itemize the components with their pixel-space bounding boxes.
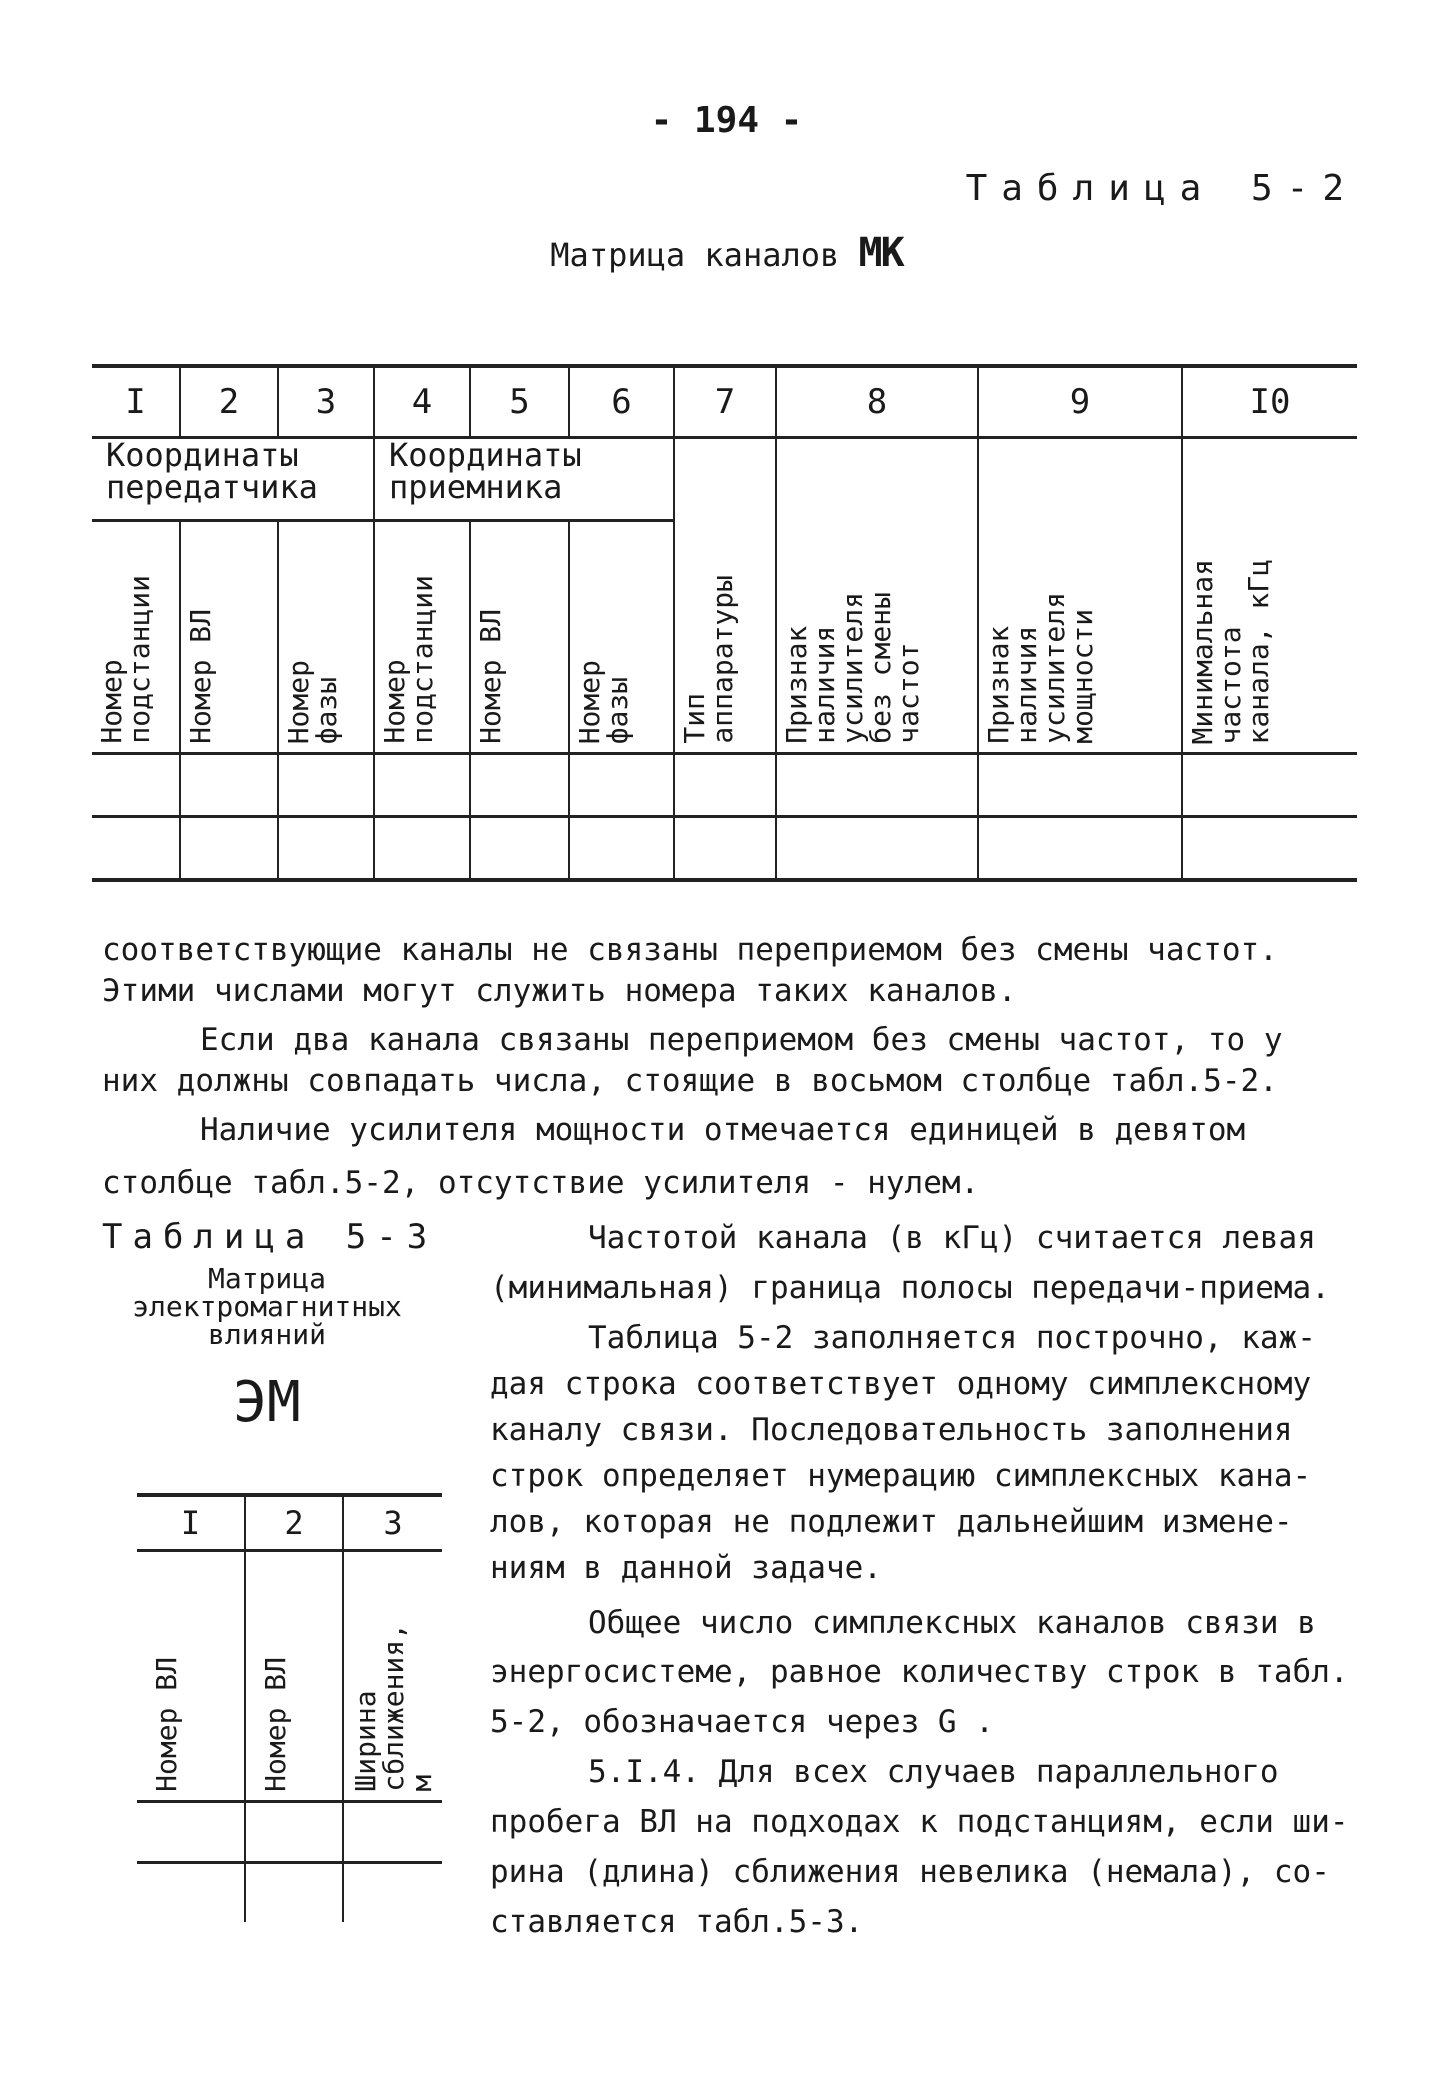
table-cell	[776, 817, 978, 881]
col-number: I0	[1182, 366, 1357, 438]
paragraph-line: Частотой канала (в кГц) считается левая	[588, 1220, 1316, 1256]
paragraph-line: лов, которая не подлежит дальнейшим измене-	[490, 1504, 1293, 1540]
table-cell	[245, 1802, 343, 1863]
header-cell	[92, 521, 180, 754]
table-cell	[776, 754, 978, 817]
paragraph-line: Общее число симплексных каналов связи в	[588, 1605, 1316, 1641]
column-header: Номер фазы	[573, 659, 634, 744]
header-cell	[470, 521, 569, 754]
paragraph-line: соответствующие каналы не связаны переприемом без смены частот.	[102, 932, 1278, 968]
table-cell	[278, 754, 374, 817]
paragraph-line: рина (длина) сближения невелика (немала), со-	[490, 1854, 1330, 1890]
table-cell	[1182, 754, 1357, 817]
table-cell	[1182, 817, 1357, 881]
table-5-3-header-row	[137, 1551, 442, 1802]
col-number: 5	[470, 366, 569, 438]
table-cell	[674, 817, 776, 881]
table-cell	[374, 754, 470, 817]
table-5-3-label: Таблица 5-3	[102, 1217, 438, 1257]
group-header-transmitter: Координаты передатчика	[92, 438, 374, 521]
header-cell	[245, 1551, 343, 1802]
table-cell	[470, 817, 569, 881]
paragraph-line: строк определяет нумерацию симплексных кана-	[490, 1458, 1312, 1494]
col-number: I	[137, 1495, 245, 1551]
table-cell	[92, 817, 180, 881]
page-number: - 194 -	[650, 100, 803, 141]
column-header: Номер ВЛ	[259, 1657, 292, 1792]
table-cell	[978, 817, 1182, 881]
header-cell	[374, 521, 470, 754]
table-5-2-group-row	[92, 438, 1357, 521]
paragraph-line: ставляется табл.5-3.	[490, 1904, 864, 1940]
paragraph-line: Этими числами могут служить номера таких каналов.	[102, 973, 1017, 1009]
paragraph-line: них должны совпадать числа, стоящие в восьмом столбце табл.5-2.	[102, 1063, 1278, 1099]
paragraph-line: Если два канала связаны переприемом без смены частот, то у	[200, 1022, 1283, 1058]
header-cell	[180, 521, 278, 754]
column-header: Тип аппаратуры	[678, 575, 739, 744]
table-5-3-title: Матрица электромагнитных влияний	[132, 1262, 402, 1351]
column-header: Номер подстанции	[95, 575, 156, 744]
table-row	[92, 817, 1357, 881]
table-5-2-title	[0, 230, 1453, 276]
paragraph-line: (минимальная) граница полосы передачи-приема.	[490, 1270, 1330, 1306]
col-number: 2	[245, 1495, 343, 1551]
col-number: 6	[569, 366, 674, 438]
column-header: Номер ВЛ	[184, 609, 217, 744]
table-5-3	[137, 1493, 442, 1922]
paragraph-line: 5.I.4. Для всех случаев параллельного	[588, 1754, 1279, 1790]
header-cell	[978, 438, 1182, 754]
table-cell	[470, 754, 569, 817]
header-cell	[137, 1551, 245, 1802]
column-header: Признак наличия усилителя мощности	[982, 592, 1099, 744]
col-number: I	[92, 366, 180, 438]
column-header: Номер ВЛ	[474, 609, 507, 744]
table-row	[137, 1863, 442, 1923]
paragraph-line: ниям в данной задаче.	[490, 1550, 882, 1586]
column-header: Номер фазы	[282, 659, 343, 744]
column-header: Ширина сближения, м	[349, 1623, 438, 1792]
column-header: Номер подстанции	[378, 575, 439, 744]
table-5-2-title-text: Матрица каналов	[550, 236, 840, 274]
table-cell	[978, 754, 1182, 817]
table-5-3-abbreviation: ЭМ	[233, 1370, 301, 1435]
paragraph-line: пробега ВЛ на подходах к подстанциям, если ши-	[490, 1804, 1349, 1840]
header-cell	[343, 1551, 442, 1802]
header-cell	[776, 438, 978, 754]
paragraph-line: Наличие усилителя мощности отмечается единицей в девятом	[200, 1112, 1246, 1148]
col-number: 9	[978, 366, 1182, 438]
table-5-3-number-row	[137, 1495, 442, 1551]
header-cell	[569, 521, 674, 754]
col-number: 7	[674, 366, 776, 438]
table-cell	[374, 817, 470, 881]
table-row	[137, 1802, 442, 1863]
table-cell	[569, 754, 674, 817]
table-cell	[245, 1863, 343, 1923]
paragraph-line: энергосистеме, равное количеству строк в табл.	[490, 1654, 1349, 1690]
column-header: Минимальная частота канала, кГц	[1186, 558, 1275, 744]
table-5-2-number-row	[92, 366, 1357, 438]
table-cell	[343, 1802, 442, 1863]
group-header-receiver: Координаты приемника	[374, 438, 674, 521]
table-5-2-label: Таблица 5-2	[965, 168, 1358, 209]
column-header: Номер ВЛ	[150, 1657, 183, 1792]
table-cell	[278, 817, 374, 881]
col-number: 2	[180, 366, 278, 438]
paragraph-line: дая строка соответствует одному симплексному	[490, 1366, 1312, 1402]
table-5-2	[92, 364, 1357, 882]
table-cell	[137, 1802, 245, 1863]
col-number: 3	[343, 1495, 442, 1551]
col-number: 4	[374, 366, 470, 438]
table-cell	[180, 817, 278, 881]
table-cell	[569, 817, 674, 881]
table-cell	[92, 754, 180, 817]
header-cell	[674, 438, 776, 754]
header-cell	[1182, 438, 1357, 754]
table-5-2-abbreviation: МК	[858, 230, 903, 276]
header-cell	[278, 521, 374, 754]
col-number: 8	[776, 366, 978, 438]
column-header: Признак наличия усилителя без смены частот	[780, 592, 925, 744]
paragraph-line: Таблица 5-2 заполняется построчно, каж-	[588, 1320, 1316, 1356]
paragraph-line: столбце табл.5-2, отсутствие усилителя - нулем.	[102, 1165, 980, 1201]
paragraph-line: 5-2, обозначается через G .	[490, 1704, 994, 1740]
table-cell	[137, 1863, 245, 1923]
paragraph-line: каналу связи. Последовательность заполнения	[490, 1412, 1293, 1448]
table-cell	[343, 1863, 442, 1923]
col-number: 3	[278, 366, 374, 438]
table-cell	[674, 754, 776, 817]
table-cell	[180, 754, 278, 817]
table-row	[92, 754, 1357, 817]
